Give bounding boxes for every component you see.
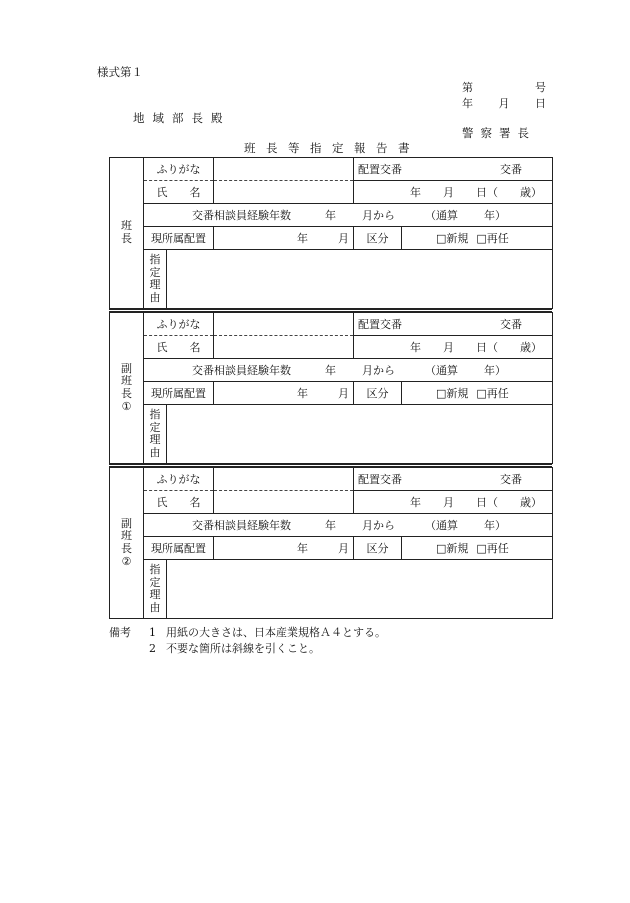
birthdate-field[interactable] bbox=[354, 181, 553, 204]
birthdate-field[interactable] bbox=[354, 491, 553, 514]
assignment-koban-cell[interactable] bbox=[354, 158, 553, 181]
reason-row bbox=[144, 560, 553, 619]
document-title: 班長等指定報告書 bbox=[244, 141, 420, 155]
date-day: 日 bbox=[535, 97, 546, 110]
post-month-label: 月 bbox=[338, 541, 349, 555]
exp-total-year-label: 年） bbox=[484, 518, 506, 532]
current-post-field[interactable] bbox=[214, 537, 354, 560]
name-field[interactable] bbox=[214, 336, 354, 359]
role-label: 副 班 長 ② bbox=[121, 516, 132, 568]
form-sheet bbox=[109, 157, 552, 619]
new-checkbox[interactable]: □新規 bbox=[436, 386, 469, 400]
role-block bbox=[109, 467, 553, 619]
date-year: 年 bbox=[462, 97, 473, 110]
furigana-field[interactable] bbox=[214, 158, 354, 181]
exp-from-label: 月から bbox=[362, 208, 395, 222]
name-label: 氏 名 bbox=[144, 336, 214, 359]
note-text: 用紙の大きさは、日本産業規格Ａ４とする。 bbox=[166, 626, 386, 639]
age-label: 歳） bbox=[520, 340, 542, 354]
reason-label-cell bbox=[144, 560, 167, 618]
note-text: 不要な箇所は斜線を引くこと。 bbox=[166, 642, 320, 655]
category-label: 区分 bbox=[354, 227, 402, 250]
date-month: 月 bbox=[498, 97, 510, 110]
post-year-label: 年 bbox=[297, 231, 308, 245]
reappoint-checkbox[interactable]: □再任 bbox=[476, 231, 509, 245]
experience-label: 交番相談員経験年数 bbox=[192, 363, 291, 377]
new-checkbox[interactable]: □新規 bbox=[436, 541, 469, 555]
role-label-cell bbox=[110, 313, 144, 464]
birth-day-label: 日（ bbox=[476, 185, 498, 199]
furigana-label: ふりがな bbox=[144, 468, 214, 491]
birth-year-label: 年 bbox=[410, 340, 421, 354]
reason-field[interactable] bbox=[167, 250, 552, 308]
notes-label: 備考 bbox=[109, 626, 131, 639]
category-label: 区分 bbox=[354, 537, 402, 560]
role-block bbox=[109, 312, 553, 464]
exp-from-label: 月から bbox=[362, 363, 395, 377]
reason-label-cell bbox=[144, 250, 167, 308]
name-field[interactable] bbox=[214, 491, 354, 514]
role-block bbox=[109, 157, 553, 309]
current-post-field[interactable] bbox=[214, 227, 354, 250]
birthdate-field[interactable] bbox=[354, 336, 553, 359]
form-number: 様式第１ bbox=[97, 65, 143, 79]
assignment-koban-label: 配置交番 bbox=[358, 162, 402, 176]
age-label: 歳） bbox=[520, 185, 542, 199]
new-checkbox[interactable]: □新規 bbox=[436, 231, 469, 245]
furigana-field[interactable] bbox=[214, 313, 354, 336]
furigana-label: ふりがな bbox=[144, 158, 214, 181]
reason-label: 指 定 理 由 bbox=[149, 408, 161, 459]
note-index: 1 bbox=[149, 626, 156, 639]
category-options bbox=[402, 382, 553, 405]
reason-label: 指 定 理 由 bbox=[149, 563, 161, 614]
experience-label: 交番相談員経験年数 bbox=[192, 208, 291, 222]
age-label: 歳） bbox=[520, 495, 542, 509]
number-suffix: 号 bbox=[535, 81, 546, 94]
post-month-label: 月 bbox=[338, 386, 349, 400]
report-date-line bbox=[462, 95, 546, 111]
current-post-label: 現所属配置 bbox=[144, 227, 214, 250]
category-label: 区分 bbox=[354, 382, 402, 405]
name-label: 氏 名 bbox=[144, 181, 214, 204]
exp-total-label: （通算 bbox=[425, 363, 458, 377]
exp-year-label: 年 bbox=[325, 518, 336, 532]
role-label-cell bbox=[110, 468, 144, 619]
koban-label: 交番 bbox=[500, 317, 522, 331]
name-field[interactable] bbox=[214, 181, 354, 204]
koban-label: 交番 bbox=[500, 162, 522, 176]
current-post-field[interactable] bbox=[214, 382, 354, 405]
birth-month-label: 月 bbox=[443, 495, 454, 509]
role-label: 副 班 長 ① bbox=[121, 361, 132, 413]
assignment-koban-label: 配置交番 bbox=[358, 472, 402, 486]
number-prefix: 第 bbox=[462, 81, 473, 94]
reason-row bbox=[144, 405, 553, 464]
reason-label: 指 定 理 由 bbox=[149, 253, 161, 304]
police-chief: 警察署長 bbox=[462, 126, 536, 140]
note-line-2 bbox=[109, 641, 386, 657]
experience-label: 交番相談員経験年数 bbox=[192, 518, 291, 532]
furigana-field[interactable] bbox=[214, 468, 354, 491]
reason-label-cell bbox=[144, 405, 167, 463]
reason-field[interactable] bbox=[167, 560, 552, 618]
exp-total-label: （通算 bbox=[425, 518, 458, 532]
report-number-line bbox=[462, 79, 546, 95]
furigana-label: ふりがな bbox=[144, 313, 214, 336]
post-year-label: 年 bbox=[297, 386, 308, 400]
exp-from-label: 月から bbox=[362, 518, 395, 532]
koban-label: 交番 bbox=[500, 472, 522, 486]
reason-row bbox=[144, 250, 553, 309]
notes bbox=[109, 625, 386, 657]
experience-row[interactable] bbox=[144, 204, 553, 227]
birth-day-label: 日（ bbox=[476, 340, 498, 354]
name-label: 氏 名 bbox=[144, 491, 214, 514]
exp-total-label: （通算 bbox=[425, 208, 458, 222]
exp-year-label: 年 bbox=[325, 208, 336, 222]
assignment-koban-cell[interactable] bbox=[354, 468, 553, 491]
current-post-label: 現所属配置 bbox=[144, 382, 214, 405]
post-year-label: 年 bbox=[297, 541, 308, 555]
addressee: 地域部長殿 bbox=[133, 111, 231, 125]
experience-row[interactable] bbox=[144, 359, 553, 382]
exp-total-year-label: 年） bbox=[484, 363, 506, 377]
current-post-label: 現所属配置 bbox=[144, 537, 214, 560]
reason-field[interactable] bbox=[167, 405, 552, 463]
role-label-cell bbox=[110, 158, 144, 309]
category-options bbox=[402, 537, 553, 560]
experience-row[interactable] bbox=[144, 514, 553, 537]
birth-day-label: 日（ bbox=[476, 495, 498, 509]
birth-year-label: 年 bbox=[410, 495, 421, 509]
reappoint-checkbox[interactable]: □再任 bbox=[476, 541, 509, 555]
post-month-label: 月 bbox=[338, 231, 349, 245]
role-label: 班 長 bbox=[121, 219, 132, 245]
note-line-1 bbox=[109, 625, 386, 641]
exp-total-year-label: 年） bbox=[484, 208, 506, 222]
assignment-koban-label: 配置交番 bbox=[358, 317, 402, 331]
note-index: 2 bbox=[149, 642, 156, 655]
birth-year-label: 年 bbox=[410, 185, 421, 199]
exp-year-label: 年 bbox=[325, 363, 336, 377]
reappoint-checkbox[interactable]: □再任 bbox=[476, 386, 509, 400]
category-options bbox=[402, 227, 553, 250]
assignment-koban-cell[interactable] bbox=[354, 313, 553, 336]
birth-month-label: 月 bbox=[443, 185, 454, 199]
birth-month-label: 月 bbox=[443, 340, 454, 354]
